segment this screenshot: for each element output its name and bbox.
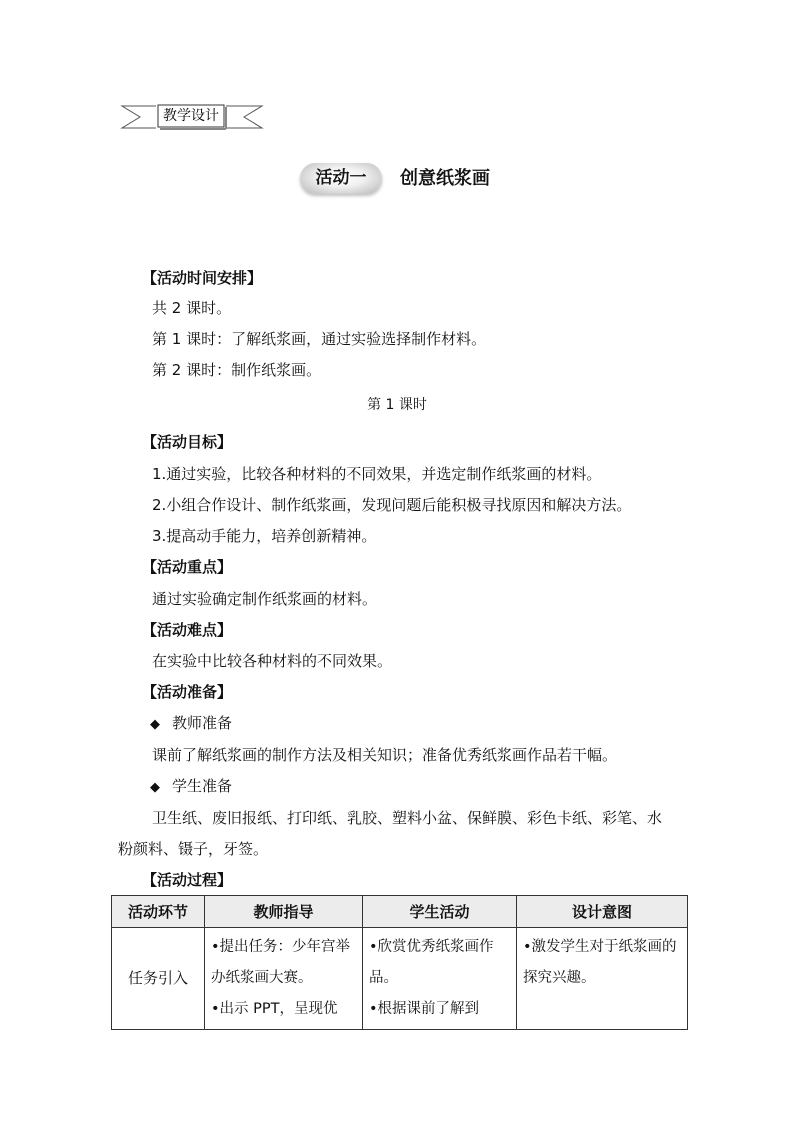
diamond-bullet-icon: ◆ — [150, 780, 160, 795]
key-point-heading: 【活动重点】 — [142, 558, 233, 576]
student-prep-label: 学生准备 — [172, 777, 233, 795]
goal-item: 2.小组合作设计、制作纸浆画，发现问题后能积极寻找原因和解决方法。 — [152, 496, 632, 514]
diamond-bullet-icon: ◆ — [150, 717, 160, 732]
teacher-prep-label: 教师准备 — [172, 714, 233, 732]
section-banner — [120, 103, 264, 131]
student-prep-label-row — [150, 776, 232, 798]
difficulty-text: 在实验中比较各种材料的不同效果。 — [152, 652, 393, 670]
title-text: 创意纸浆画 — [400, 168, 490, 189]
goals-heading: 【活动目标】 — [142, 433, 233, 451]
list-item: •激发学生对于纸浆画的探究兴趣。 — [523, 939, 677, 986]
goal-item: 3.提高动手能力，培养创新精神。 — [152, 527, 377, 545]
list-item: •提出任务：少年宫举办纸浆画大赛。 — [211, 939, 351, 986]
teacher-guidance-cell — [205, 928, 363, 1030]
student-prep-text: 卫生纸、废旧报纸、打印纸、乳胶、塑料小盆、保鲜膜、彩色卡纸、彩笔、水 — [152, 809, 663, 827]
teacher-prep-label-row — [150, 713, 232, 735]
list-item: •出示 PPT，呈现优 — [211, 1001, 338, 1017]
column-header: 教师指导 — [205, 896, 363, 928]
list-item: •欣赏优秀纸浆画作品。 — [369, 939, 494, 986]
student-prep-text-continued: 粉颜料、镊子，牙签。 — [118, 840, 269, 858]
difficulty-heading: 【活动难点】 — [142, 621, 233, 639]
process-table — [111, 895, 688, 1030]
preparation-heading: 【活动准备】 — [142, 683, 233, 701]
list-item: •根据课前了解到 — [369, 1001, 480, 1017]
banner-label: 教学设计 — [163, 108, 219, 124]
design-intent-cell — [517, 928, 688, 1030]
column-header: 设计意图 — [517, 896, 688, 928]
column-header: 学生活动 — [363, 896, 517, 928]
column-header: 活动环节 — [112, 896, 205, 928]
title-pill: 活动一 — [300, 163, 382, 194]
schedule-heading: 【活动时间安排】 — [142, 269, 263, 287]
lesson-label: 第 1 课时 — [367, 397, 427, 413]
process-heading: 【活动过程】 — [142, 871, 233, 889]
teacher-prep-text: 课前了解纸浆画的制作方法及相关知识；准备优秀纸浆画作品若干幅。 — [152, 746, 618, 764]
activity-title — [300, 163, 560, 195]
goal-item: 1.通过实验，比较各种材料的不同效果，并选定制作纸浆画的材料。 — [152, 465, 602, 483]
table-row — [112, 928, 688, 1030]
key-point-text: 通过实验确定制作纸浆画的材料。 — [152, 590, 378, 608]
schedule-line: 第 1 课时：了解纸浆画，通过实验选择制作材料。 — [152, 330, 487, 348]
schedule-line: 第 2 课时：制作纸浆画。 — [152, 361, 322, 379]
table-header-row — [112, 896, 688, 928]
student-activity-cell — [363, 928, 517, 1030]
schedule-line: 共 2 课时。 — [152, 299, 232, 317]
stage-cell: 任务引入 — [112, 928, 205, 1030]
